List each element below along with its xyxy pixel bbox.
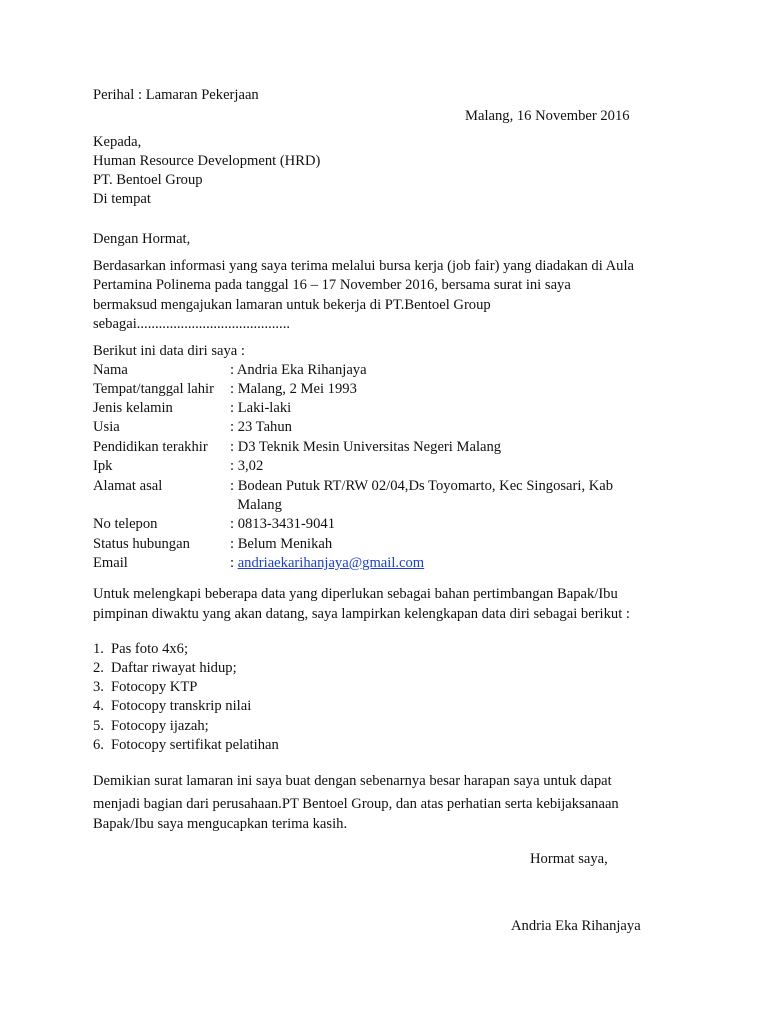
data-label: Usia [93, 419, 120, 435]
data-value: : Laki-laki [230, 400, 292, 416]
data-label: Nama [93, 362, 128, 378]
data-value: : D3 Teknik Mesin Universitas Negeri Malang [230, 439, 502, 455]
email-row [230, 554, 424, 573]
data-value: : Belum Menikah [230, 536, 333, 552]
attachment-item: 2. Daftar riwayat hidup; [93, 660, 237, 676]
data-value: : 0813-3431-9041 [230, 516, 335, 532]
recipient-line: Human Resource Development (HRD) [93, 153, 321, 169]
data-value: : Andria Eka Rihanjaya [230, 362, 367, 378]
place-date: Malang, 16 November 2016 [465, 108, 630, 124]
data-label: Jenis kelamin [93, 400, 173, 416]
closing-line: menjadi bagian dari perusahaan.PT Bentoel Group, dan atas perhatian serta kebijaksanaan [93, 796, 619, 812]
attachment-item: 6. Fotocopy sertifikat pelatihan [93, 737, 279, 753]
email-prefix: : [230, 555, 238, 571]
data-heading: Berikut ini data diri saya : [93, 343, 245, 359]
data-label: Email [93, 555, 128, 571]
signer-name: Andria Eka Rihanjaya [511, 918, 641, 934]
data-label: Pendidikan terakhir [93, 439, 208, 455]
intro-line: sebagai.......................................... [93, 316, 290, 332]
data-value: : 23 Tahun [230, 419, 292, 435]
data-label: Ipk [93, 458, 113, 474]
data-value: : Malang, 2 Mei 1993 [230, 381, 357, 397]
closing-line: Bapak/Ibu saya mengucapkan terima kasih. [93, 816, 348, 832]
recipient-line: Kepada, [93, 134, 142, 150]
attachment-item: 3. Fotocopy KTP [93, 679, 198, 695]
attachment-item: 4. Fotocopy transkrip nilai [93, 698, 252, 714]
letter-subject: Perihal : Lamaran Pekerjaan [93, 87, 259, 103]
attachment-item: 5. Fotocopy ijazah; [93, 718, 209, 734]
closing-line: Demikian surat lamaran ini saya buat dengan sebenarnya besar harapan saya untuk dapat [93, 773, 612, 789]
recipient-line: Di tempat [93, 191, 151, 207]
sign-off: Hormat saya, [530, 851, 608, 867]
data-label: Alamat asal [93, 478, 163, 494]
intro-line: Pertamina Polinema pada tanggal 16 – 17 November 2016, bersama surat ini saya [93, 277, 571, 293]
attachment-intro-line: pimpinan diwaktu yang akan datang, saya lampirkan kelengkapan data diri sebagai berikut : [93, 606, 630, 622]
data-label: Tempat/tanggal lahir [93, 381, 214, 397]
intro-line: bermaksud mengajukan lamaran untuk bekerja di PT.Bentoel Group [93, 297, 491, 313]
data-value: : Bodean Putuk RT/RW 02/04,Ds Toyomarto, Kec Singosari, Kab [230, 478, 614, 494]
salutation: Dengan Hormat, [93, 231, 191, 247]
recipient-line: PT. Bentoel Group [93, 172, 203, 188]
data-label: No telepon [93, 516, 158, 532]
email-link[interactable]: andriaekarihanjaya@gmail.com [237, 555, 425, 571]
data-value: : 3,02 [230, 458, 264, 474]
intro-line: Berdasarkan informasi yang saya terima melalui bursa kerja (job fair) yang diadakan di Aula [93, 258, 634, 274]
data-label: Status hubungan [93, 536, 190, 552]
attachment-intro-line: Untuk melengkapi beberapa data yang diperlukan sebagai bahan pertimbangan Bapak/Ibu [93, 586, 618, 602]
attachment-item: 1. Pas foto 4x6; [93, 641, 189, 657]
data-value-continued: Malang [230, 497, 282, 513]
